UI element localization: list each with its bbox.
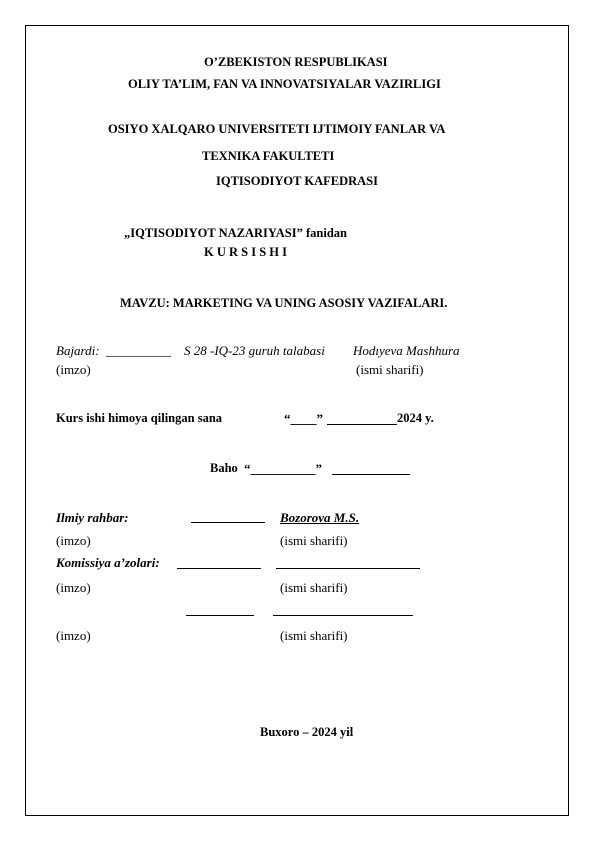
defense-date-label: Kurs ishi himoya qilingan sana bbox=[56, 411, 223, 425]
performer-label: Bajardi: bbox=[56, 343, 100, 358]
ministry-title: OLIY TA’LIM, FAN VA INNOVATSIYALAR VAZIRLIGI bbox=[128, 77, 441, 91]
grade-label: Baho bbox=[210, 461, 238, 475]
supervisor-signature-caption: (imzo) bbox=[56, 533, 91, 548]
performer-signature-caption: (imzo) bbox=[56, 362, 91, 377]
defense-month-line bbox=[327, 424, 397, 425]
city-year: Buxoro – 2024 yil bbox=[260, 725, 354, 739]
supervisor-signature-line bbox=[191, 522, 265, 523]
faculty-title: TEXNIKA FAKULTETI bbox=[202, 149, 335, 163]
country-title: O’ZBEKISTON RESPUBLIKASI bbox=[204, 55, 388, 69]
commission-signature-caption-2: (imzo) bbox=[56, 628, 91, 643]
performer-name: Hodıyeva Mashhura bbox=[353, 343, 460, 358]
performer-blank: __________ bbox=[106, 343, 171, 358]
commission-label: Komissiya a’zolari: bbox=[56, 555, 160, 570]
subject-line: „IQTISODIYOT NAZARIYASI” fanidan bbox=[124, 226, 347, 240]
performer-group: S 28 -IQ-23 guruh talabasi bbox=[184, 343, 325, 358]
supervisor-label: Ilmiy rahbar: bbox=[56, 510, 129, 525]
commission-name-caption-2: (ismi sharifi) bbox=[280, 628, 348, 643]
grade-line bbox=[332, 474, 410, 475]
supervisor-name-caption: (ismi sharifi) bbox=[280, 533, 348, 548]
document-type: K U R S I S H I bbox=[204, 245, 288, 259]
topic-line: MAVZU: MARKETING VA UNING ASOSIY VAZIFALARI. bbox=[120, 296, 448, 310]
commission-signature-line-1 bbox=[177, 568, 261, 569]
department-title: IQTISODIYOT KAFEDRASI bbox=[216, 174, 378, 188]
commission-signature-caption-1: (imzo) bbox=[56, 580, 91, 595]
performer-name-caption: (ismi sharifi) bbox=[356, 362, 424, 377]
commission-name-line-1 bbox=[276, 568, 420, 569]
defense-day: “____” bbox=[284, 411, 323, 426]
commission-name-caption-1: (ismi sharifi) bbox=[280, 580, 348, 595]
defense-year: 2024 y. bbox=[397, 411, 434, 425]
commission-name-line-2 bbox=[273, 615, 413, 616]
grade-quote: “__________” bbox=[244, 461, 322, 476]
university-title: OSIYO XALQARO UNIVERSITETI IJTIMOIY FANLAR VA bbox=[108, 122, 446, 136]
supervisor-name: Bozorova M.S. bbox=[280, 510, 360, 525]
commission-signature-line-2 bbox=[186, 615, 254, 616]
